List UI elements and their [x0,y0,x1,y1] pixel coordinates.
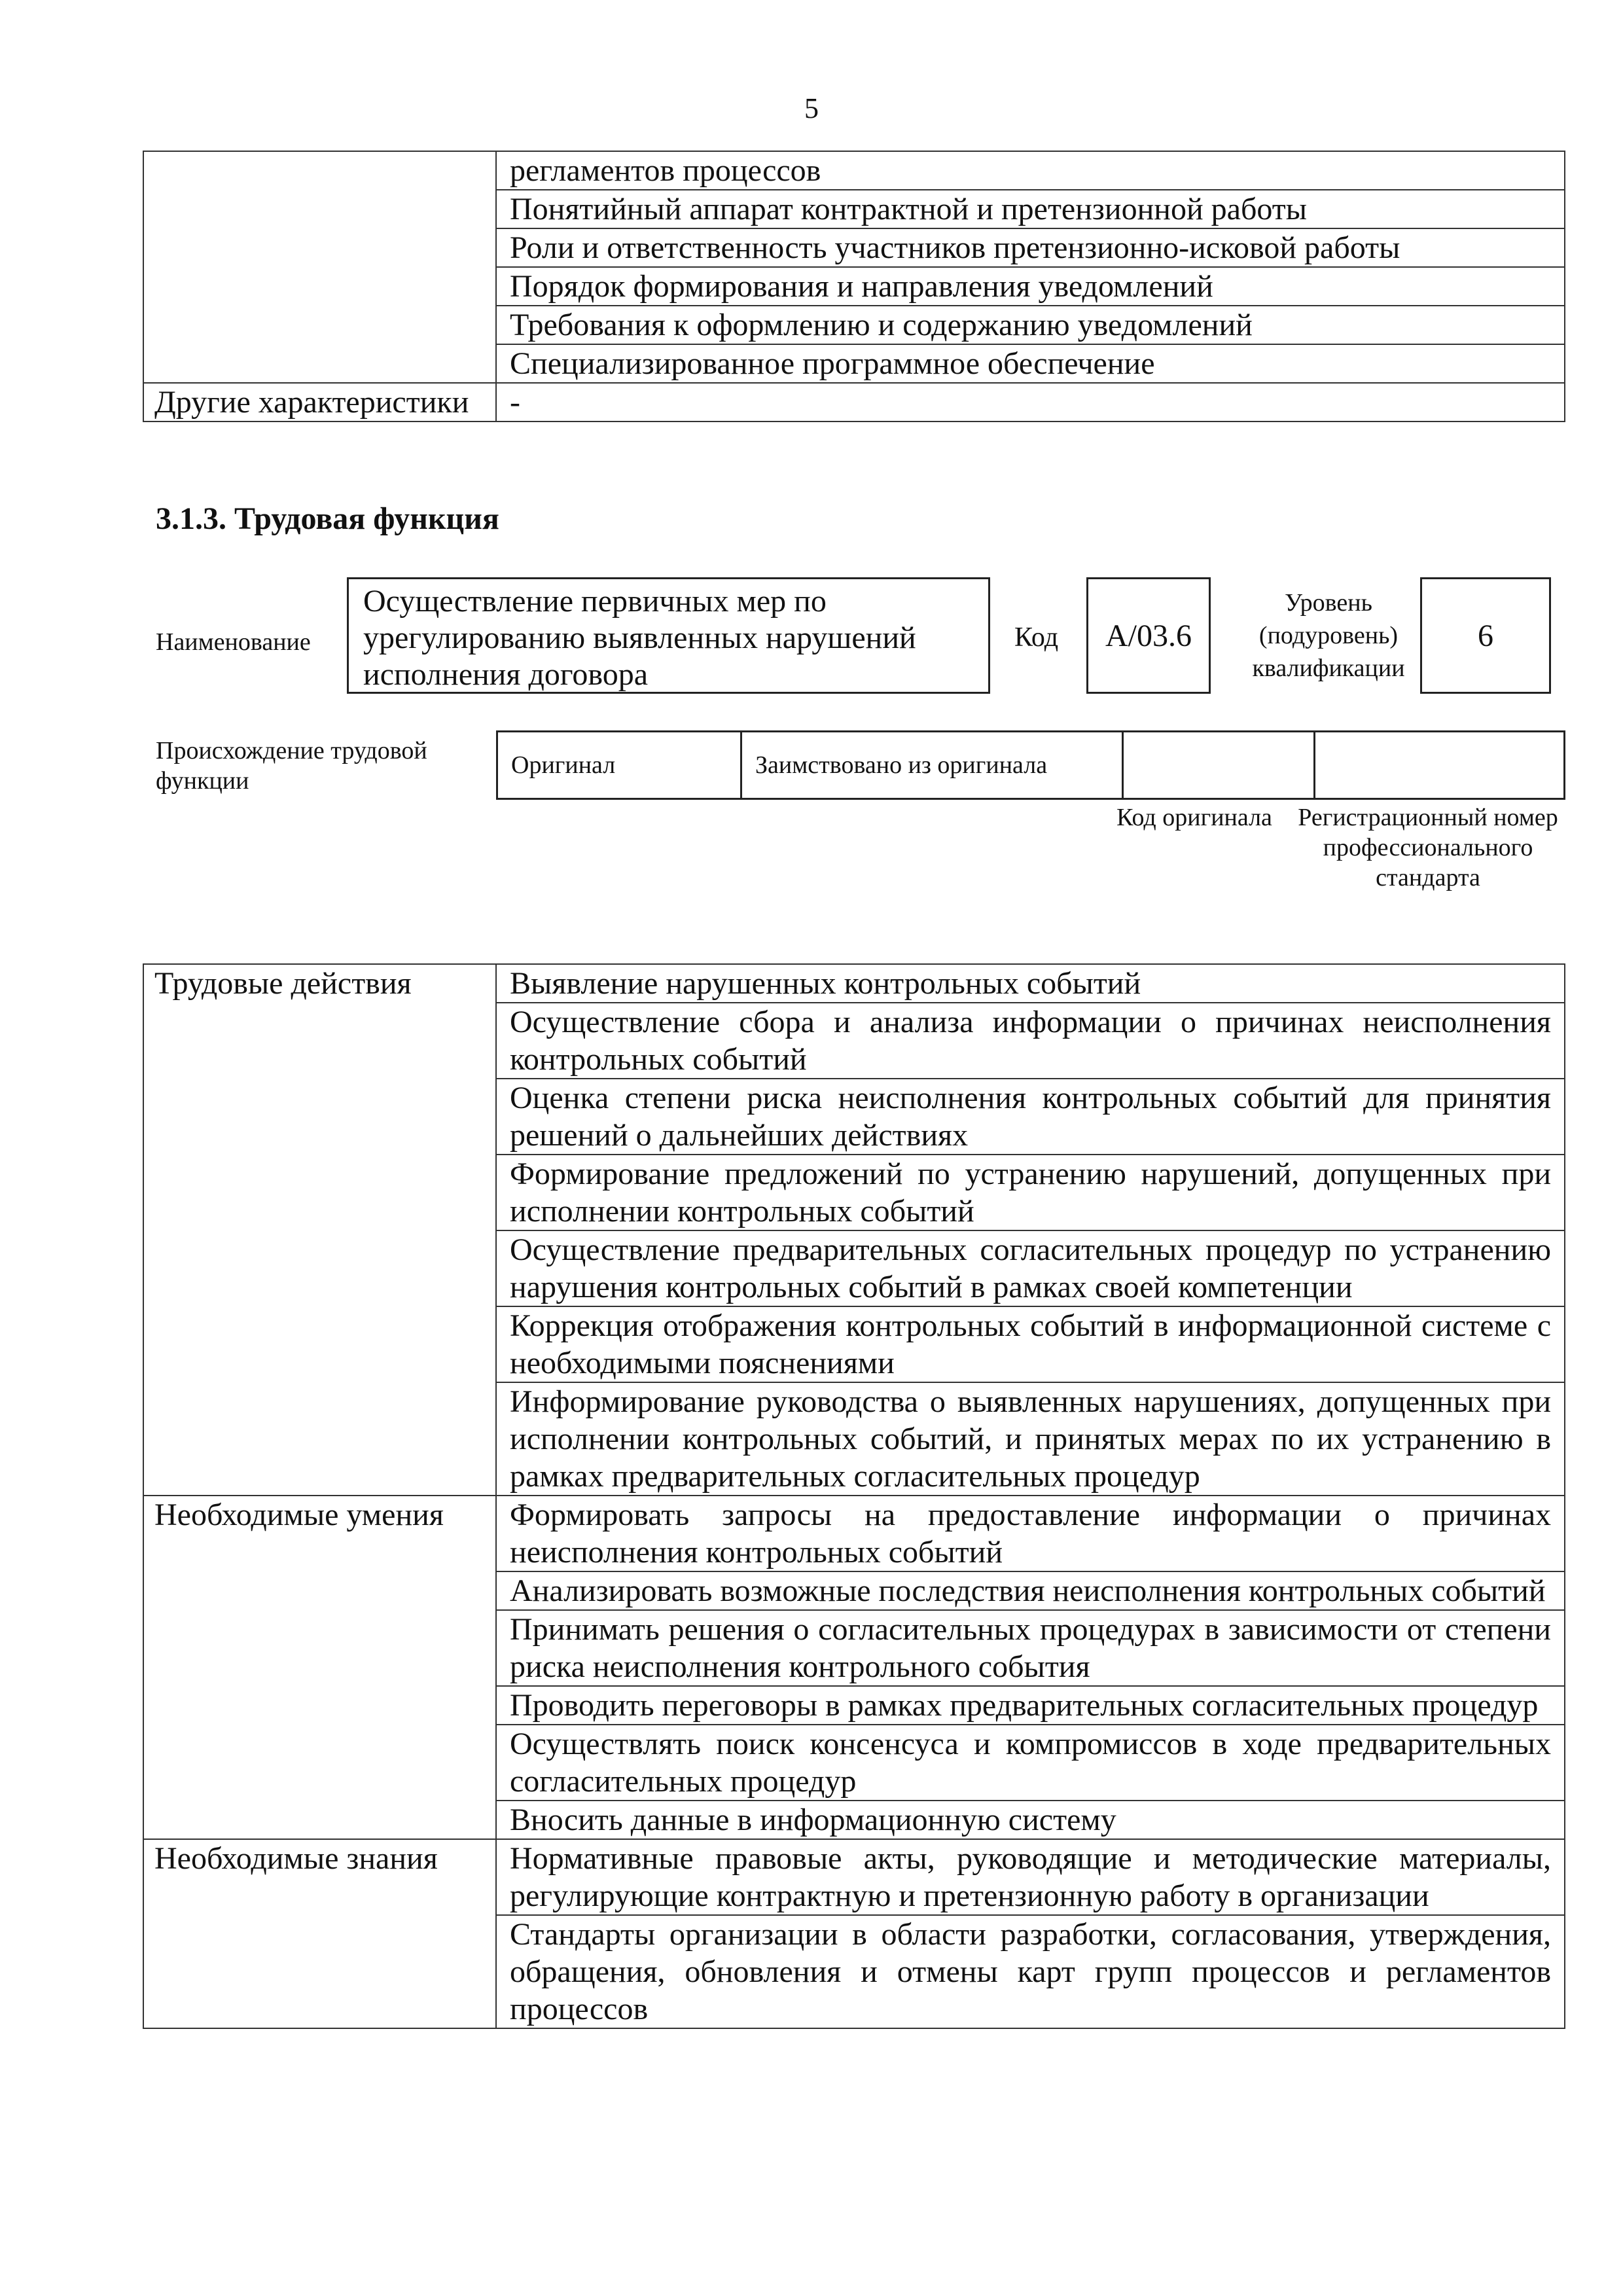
table-row [497,732,1565,799]
other-characteristics-label: Другие характеристики [143,383,496,422]
knowledge-item: регламентов процессов [496,151,1565,190]
code-box [1086,577,1211,694]
code-value: A/03.6 [1105,618,1192,653]
knowledge-item: Понятийный аппарат контрактной и претензионной работы [496,190,1565,228]
origin-reg-number-cell [1315,732,1565,799]
table-row [143,1496,1565,1571]
page-number: 5 [804,92,819,124]
labor-function-table [143,963,1565,2029]
action-item: Информирование руководства о выявленных нарушениях, допущенных при исполнении контрольных событий, и принятых мерах по их устранению в рамках предварительных согласительных процедур [496,1382,1565,1496]
section-heading: 3.1.3. Трудовая функция [156,501,499,536]
name-label: Наименование [156,628,311,656]
code-label: Код [1014,622,1059,653]
skills-label: Необходимые умения [143,1496,496,1839]
origin-table [496,730,1565,800]
skill-item: Осуществлять поиск консенсуса и компромиссов в ходе предварительных согласительных процедур [496,1725,1565,1801]
knowledge-item: Стандарты организации в области разработки, согласования, утверждения, обращения, обновления и отмены карт групп процессов и регламентов процессов [496,1915,1565,2028]
level-value: 6 [1478,618,1493,653]
level-label: Уровень (подуровень) квалификации [1252,589,1405,682]
code-original-caption: Код оригинала [1116,804,1272,831]
actions-label: Трудовые действия [143,964,496,1496]
table-row [143,964,1565,1003]
skill-item: Анализировать возможные последствия неисполнения контрольных событий [496,1571,1565,1610]
action-item: Оценка степени риска неисполнения контрольных событий для принятия решений о дальнейших действиях [496,1079,1565,1155]
top-continuation-table [143,151,1565,422]
action-item: Формирование предложений по устранению нарушений, допущенных при исполнении контрольных событий [496,1155,1565,1230]
skill-item: Проводить переговоры в рамках предварительных согласительных процедур [496,1686,1565,1725]
function-name-value: Осуществление первичных мер по урегулированию выявленных нарушений исполнения договора [363,584,916,692]
skill-item: Принимать решения о согласительных процедурах в зависимости от степени риска неисполнения контрольного события [496,1610,1565,1686]
table-row [143,383,1565,422]
action-item: Осуществление сбора и анализа информации о причинах неисполнения контрольных событий [496,1003,1565,1079]
action-item: Коррекция отображения контрольных событий в информационной системе с необходимыми пояснениями [496,1306,1565,1382]
origin-code-cell [1123,732,1315,799]
origin-label: Происхождение трудовой функции [156,737,427,795]
table-row [143,1839,1565,1915]
empty-label-cell [143,151,496,383]
level-box [1420,577,1551,694]
origin-borrowed: Заимствовано из оригинала [741,732,1123,799]
knowledge-item: Роли и ответственность участников претензионно-исковой работы [496,228,1565,267]
skill-item: Формировать запросы на предоставление информации о причинах неисполнения контрольных событий [496,1496,1565,1571]
skill-item: Вносить данные в информационную систему [496,1801,1565,1839]
reg-number-caption: Регистрационный номер профессионального стандарта [1298,804,1558,891]
function-name-box [347,577,990,694]
table-row [143,151,1565,190]
action-item: Осуществление предварительных согласительных процедур по устранению нарушения контрольных событий в рамках своей компетенции [496,1230,1565,1306]
knowledge-item: Специализированное программное обеспечение [496,344,1565,383]
other-characteristics-value: - [496,383,1565,422]
knowledge-item: Требования к оформлению и содержанию уведомлений [496,306,1565,344]
knowledge-label: Необходимые знания [143,1839,496,2028]
knowledge-item: Нормативные правовые акты, руководящие и методические материалы, регулирующие контрактную и претензионную работу в организации [496,1839,1565,1915]
action-item: Выявление нарушенных контрольных событий [496,964,1565,1003]
knowledge-item: Порядок формирования и направления уведомлений [496,267,1565,306]
origin-original: Оригинал [497,732,741,799]
